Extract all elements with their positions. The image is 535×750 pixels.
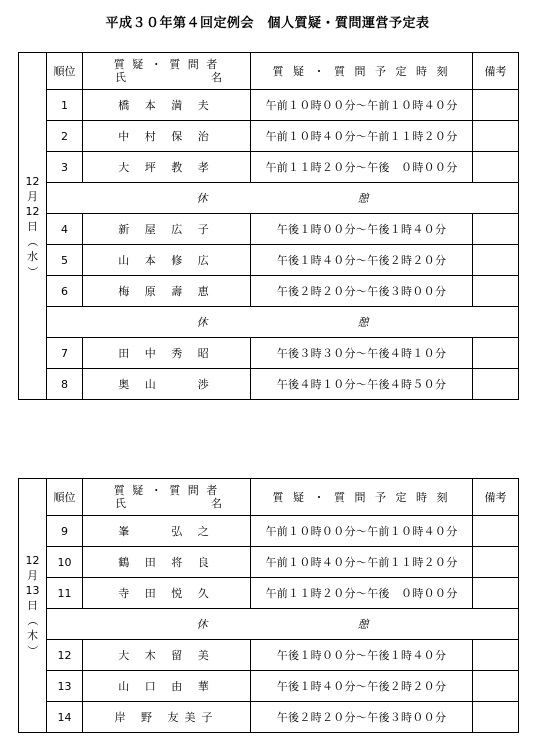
remarks-cell xyxy=(473,640,519,671)
table-row xyxy=(19,90,519,121)
name-cell: 大 木 留 美 xyxy=(83,640,251,671)
time-cell: 午前１１時２０分～午後 ０時００分 xyxy=(251,152,473,183)
order-cell: 4 xyxy=(47,214,83,245)
remarks-cell xyxy=(473,121,519,152)
table-row xyxy=(19,214,519,245)
remarks-cell xyxy=(473,214,519,245)
remarks-cell xyxy=(473,516,519,547)
table-row xyxy=(19,276,519,307)
name-cell: 鶴 田 将 良 xyxy=(83,547,251,578)
time-cell: 午後１時００分～午後１時４０分 xyxy=(251,214,473,245)
remarks-cell xyxy=(473,276,519,307)
break-cell: 休 憩 xyxy=(47,183,519,214)
order-cell: 2 xyxy=(47,121,83,152)
table-header-row xyxy=(19,53,519,90)
header-order: 順位 xyxy=(47,53,83,90)
remarks-cell xyxy=(473,369,519,400)
table-row xyxy=(19,671,519,702)
break-row xyxy=(19,609,519,640)
remarks-cell xyxy=(473,152,519,183)
order-cell: 7 xyxy=(47,338,83,369)
table-row xyxy=(19,640,519,671)
name-cell: 山 本 修 広 xyxy=(83,245,251,276)
table-row xyxy=(19,121,519,152)
header-time: 質 疑 ・ 質 問 予 定 時 刻 xyxy=(251,479,473,516)
order-cell: 3 xyxy=(47,152,83,183)
remarks-cell xyxy=(473,245,519,276)
time-cell: 午前１０時４０分～午前１１時２０分 xyxy=(251,547,473,578)
header-remarks: 備考 xyxy=(473,479,519,516)
remarks-cell xyxy=(473,702,519,733)
header-time: 質 疑 ・ 質 問 予 定 時 刻 xyxy=(251,53,473,90)
table-row xyxy=(19,516,519,547)
name-cell: 梅 原 壽 恵 xyxy=(83,276,251,307)
table-row xyxy=(19,578,519,609)
table-row xyxy=(19,702,519,733)
time-cell: 午後１時４０分～午後２時２０分 xyxy=(251,671,473,702)
date-cell-day1: 12 月 12 日 （ 水 ） xyxy=(19,53,47,400)
name-cell: 奥 山 渉 xyxy=(83,369,251,400)
name-cell: 中 村 保 治 xyxy=(83,121,251,152)
date-cell-day2: 12 月 13 日 （ 木 ） xyxy=(19,479,47,733)
time-cell: 午前１０時００分～午前１０時４０分 xyxy=(251,90,473,121)
order-cell: 10 xyxy=(47,547,83,578)
name-cell: 峯 弘 之 xyxy=(83,516,251,547)
name-cell: 新 屋 広 子 xyxy=(83,214,251,245)
order-cell: 11 xyxy=(47,578,83,609)
break-cell: 休 憩 xyxy=(47,609,519,640)
time-cell: 午前１１時２０分～午後 ０時００分 xyxy=(251,578,473,609)
remarks-cell xyxy=(473,547,519,578)
time-cell: 午前１０時４０分～午前１１時２０分 xyxy=(251,121,473,152)
break-cell: 休 憩 xyxy=(47,307,519,338)
schedule-table-day2 xyxy=(18,478,519,733)
name-cell: 大 坪 教 孝 xyxy=(83,152,251,183)
time-cell: 午後３時３０分～午後４時１０分 xyxy=(251,338,473,369)
time-cell: 午前１０時００分～午前１０時４０分 xyxy=(251,516,473,547)
table-row xyxy=(19,369,519,400)
order-cell: 12 xyxy=(47,640,83,671)
header-name: 質 疑 ・ 質 問 者 氏 名 xyxy=(83,53,251,90)
order-cell: 14 xyxy=(47,702,83,733)
break-row xyxy=(19,183,519,214)
remarks-cell xyxy=(473,671,519,702)
schedule-table-day1 xyxy=(18,52,519,400)
time-cell: 午後２時２０分～午後３時００分 xyxy=(251,702,473,733)
order-cell: 6 xyxy=(47,276,83,307)
order-cell: 13 xyxy=(47,671,83,702)
name-cell: 田 中 秀 昭 xyxy=(83,338,251,369)
order-cell: 8 xyxy=(47,369,83,400)
break-row xyxy=(19,307,519,338)
header-remarks: 備考 xyxy=(473,53,519,90)
table-header-row xyxy=(19,479,519,516)
table-row xyxy=(19,245,519,276)
page-title: 平成３０年第４回定例会 個人質疑・質問運営予定表 xyxy=(105,16,430,31)
name-cell: 山 口 由 華 xyxy=(83,671,251,702)
table-row xyxy=(19,338,519,369)
remarks-cell xyxy=(473,90,519,121)
time-cell: 午後４時１０分～午後４時５０分 xyxy=(251,369,473,400)
remarks-cell xyxy=(473,338,519,369)
order-cell: 1 xyxy=(47,90,83,121)
time-cell: 午後１時４０分～午後２時２０分 xyxy=(251,245,473,276)
time-cell: 午後２時２０分～午後３時００分 xyxy=(251,276,473,307)
header-order: 順位 xyxy=(47,479,83,516)
name-cell: 橋 本 満 夫 xyxy=(83,90,251,121)
name-cell: 寺 田 悦 久 xyxy=(83,578,251,609)
order-cell: 5 xyxy=(47,245,83,276)
time-cell: 午後１時００分～午後１時４０分 xyxy=(251,640,473,671)
header-name: 質 疑 ・ 質 問 者 氏 名 xyxy=(83,479,251,516)
name-cell: 岸 野 友美子 xyxy=(83,702,251,733)
table-row xyxy=(19,152,519,183)
remarks-cell xyxy=(473,578,519,609)
order-cell: 9 xyxy=(47,516,83,547)
table-row xyxy=(19,547,519,578)
